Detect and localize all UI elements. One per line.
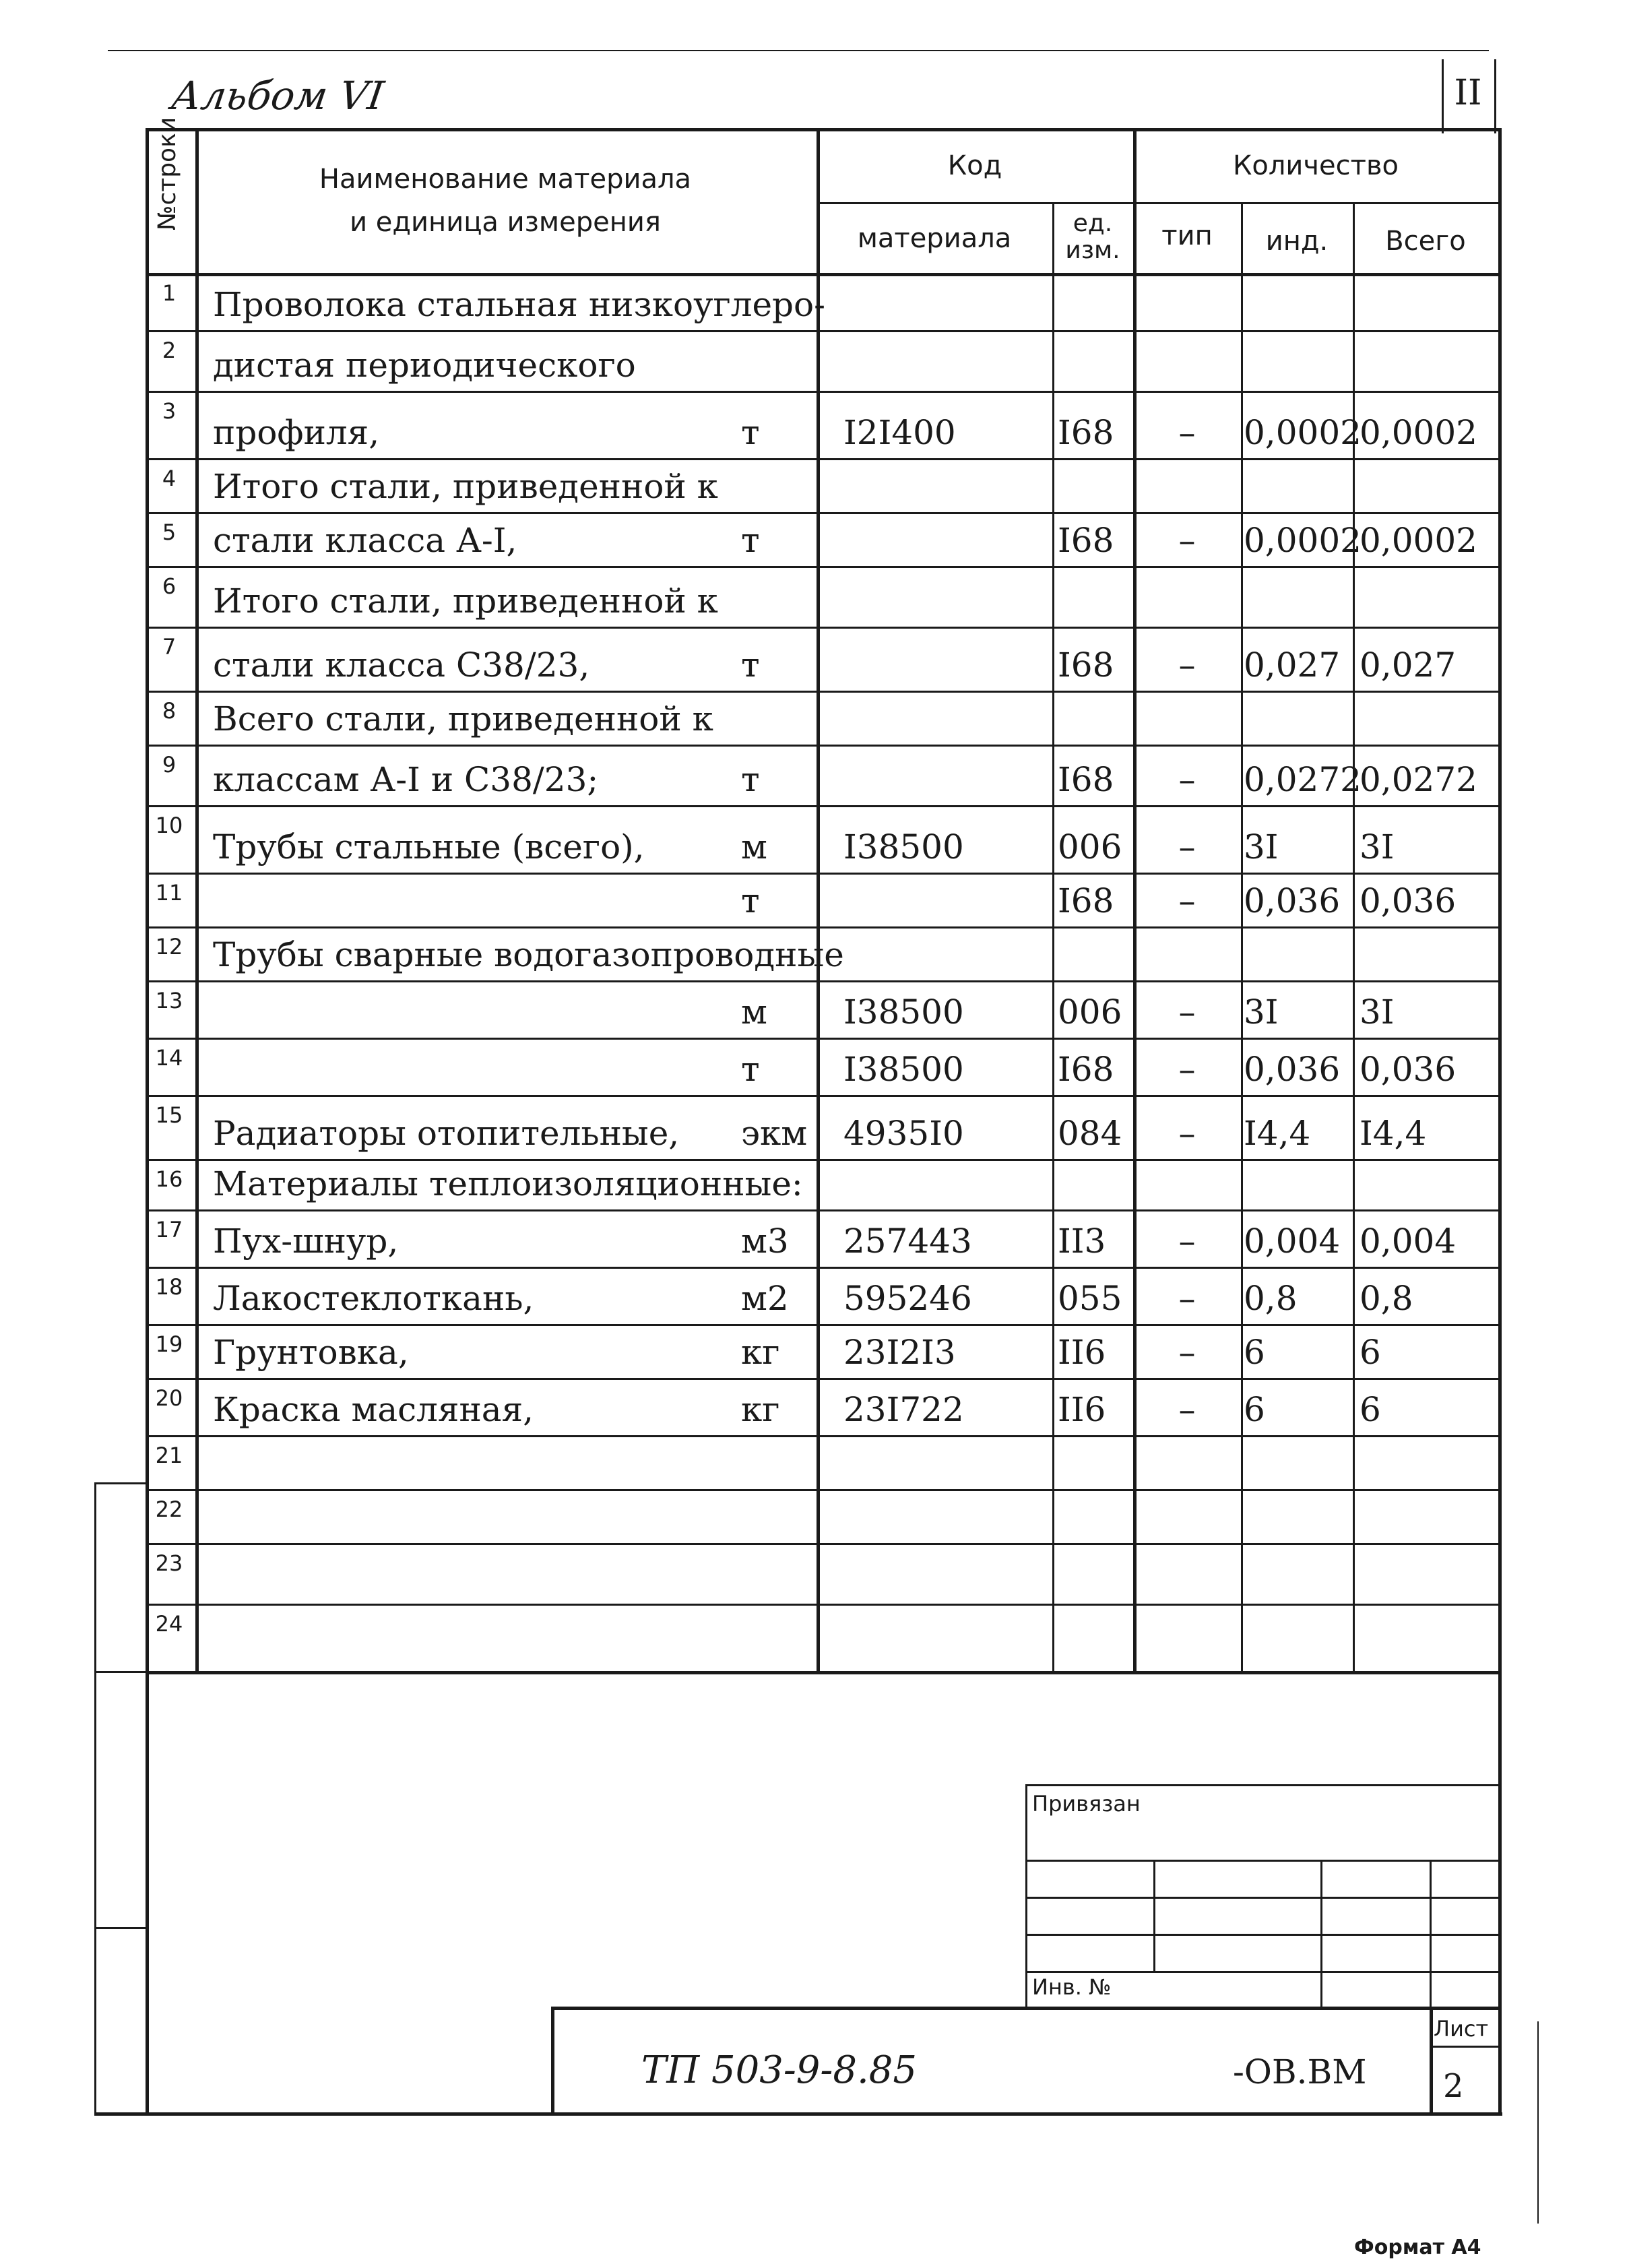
row-divider [146, 458, 1498, 460]
row-type: – [1178, 993, 1196, 1032]
row-name: Итого стали, приведенной к [213, 581, 718, 621]
row-divider [146, 691, 1498, 693]
row-unit-code: 006 [1058, 827, 1122, 867]
row-number: 23 [155, 1550, 183, 1576]
row-divider [146, 1209, 1498, 1211]
row-code: 595246 [843, 1279, 972, 1318]
row-type: – [1178, 827, 1196, 867]
header-row-number: №строки [154, 117, 181, 230]
row-number: 10 [155, 813, 183, 838]
header-code: Код [947, 150, 1002, 181]
row-number: 6 [162, 573, 177, 599]
row-number: 9 [162, 752, 177, 778]
row-name: Материалы теплоизоляционные: [213, 1164, 803, 1203]
row-number: 1 [162, 280, 177, 306]
row-divider [146, 330, 1498, 332]
doc-code: ТП 503-9-8.85 [641, 2048, 918, 2092]
row-code: I38500 [843, 993, 964, 1032]
row-code: 23I722 [843, 1390, 964, 1429]
row-name: Пух-шнур, [213, 1222, 399, 1261]
row-unit: т [741, 645, 760, 685]
row-divider [146, 1267, 1498, 1269]
row-code: I2I400 [843, 413, 956, 452]
row-name: стали класса А-I, [213, 521, 517, 560]
row-type: – [1178, 1333, 1196, 1372]
row-divider [146, 1435, 1498, 1437]
row-unit-code: 084 [1058, 1114, 1122, 1153]
row-qty-ind: 0,0002 [1244, 521, 1362, 560]
row-unit: т [741, 760, 760, 799]
row-qty-total: 0,8 [1360, 1279, 1413, 1318]
row-unit: т [741, 521, 760, 560]
header-quantity: Количество [1232, 150, 1399, 181]
row-unit: м3 [741, 1222, 789, 1261]
row-unit: м [741, 993, 767, 1032]
row-qty-ind: 0,027 [1244, 645, 1341, 685]
header-name-line1: Наименование материала [319, 164, 692, 195]
row-code: I38500 [843, 1050, 964, 1089]
row-number: 3 [162, 398, 177, 424]
row-qty-total: 0,004 [1360, 1222, 1457, 1261]
row-qty-ind: 0,0002 [1244, 413, 1362, 452]
row-type: – [1178, 1222, 1196, 1261]
row-qty-total: 3I [1360, 827, 1395, 867]
doc-suffix: -ОВ.ВМ [1233, 2052, 1367, 2091]
row-divider [146, 512, 1498, 514]
row-number: 15 [155, 1102, 183, 1128]
row-number: 7 [162, 634, 177, 660]
row-name: Краска масляная, [213, 1390, 534, 1429]
row-number: 13 [155, 988, 183, 1013]
row-unit-code: II6 [1058, 1333, 1106, 1372]
stamp-linked-label: Привязан [1032, 1791, 1141, 1817]
row-unit-code: II6 [1058, 1390, 1106, 1429]
row-divider [146, 873, 1498, 875]
row-unit: кг [741, 1333, 780, 1372]
row-number: 14 [155, 1045, 183, 1071]
sheet-label: Лист [1434, 2016, 1489, 2042]
row-qty-ind: 3I [1244, 993, 1279, 1032]
row-divider [146, 391, 1498, 393]
row-unit: т [741, 881, 760, 920]
row-name: Итого стали, приведенной к [213, 467, 718, 506]
row-qty-total: 6 [1360, 1333, 1381, 1372]
row-type: – [1178, 760, 1196, 799]
row-code: I38500 [843, 827, 964, 867]
row-divider [146, 745, 1498, 747]
row-type: – [1178, 881, 1196, 920]
row-number: 12 [155, 934, 183, 959]
album-label: Альбом VI [168, 73, 387, 119]
row-name: Радиаторы отопительные, [213, 1114, 680, 1153]
row-divider [146, 566, 1498, 568]
row-qty-total: 3I [1360, 993, 1395, 1032]
row-divider [146, 1038, 1498, 1040]
row-type: – [1178, 1390, 1196, 1429]
row-qty-ind: 3I [1244, 827, 1279, 867]
row-unit-code: II3 [1058, 1222, 1106, 1261]
corner-sheet-number: II [1454, 73, 1482, 113]
stamp-inv-label: Инв. № [1032, 1974, 1112, 2000]
row-divider [146, 1604, 1498, 1606]
row-type: – [1178, 1050, 1196, 1089]
row-name: Проволока стальная низкоуглеро- [213, 285, 826, 324]
row-qty-total: 6 [1360, 1390, 1381, 1429]
row-qty-total: I4,4 [1360, 1114, 1427, 1153]
row-divider [146, 980, 1498, 982]
row-qty-ind: 6 [1244, 1333, 1265, 1372]
row-qty-ind: 0,0272 [1244, 760, 1362, 799]
row-name: стали класса С38/23, [213, 645, 590, 685]
row-qty-ind: 0,036 [1244, 1050, 1341, 1089]
row-qty-ind: I4,4 [1244, 1114, 1311, 1153]
row-divider [146, 805, 1498, 807]
row-qty-ind: 0,8 [1244, 1279, 1298, 1318]
row-divider [146, 1324, 1498, 1326]
format-label: Формат А4 [1354, 2236, 1481, 2259]
row-type: – [1178, 521, 1196, 560]
row-type: – [1178, 1114, 1196, 1153]
row-qty-ind: 0,036 [1244, 881, 1341, 920]
row-divider [146, 1378, 1498, 1380]
row-name: классам А-I и С38/23; [213, 760, 599, 799]
row-unit: кг [741, 1390, 780, 1429]
header-qty-ind: инд. [1265, 226, 1329, 257]
row-number: 5 [162, 519, 177, 545]
row-name: Грунтовка, [213, 1333, 409, 1372]
header-code-material: материала [857, 223, 1012, 254]
row-number: 19 [155, 1331, 183, 1357]
row-unit: м [741, 827, 767, 867]
row-unit: экм [741, 1114, 808, 1153]
row-type: – [1178, 413, 1196, 452]
row-qty-ind: 6 [1244, 1390, 1265, 1429]
row-unit-code: I68 [1058, 1050, 1114, 1089]
row-qty-total: 0,0002 [1360, 521, 1477, 560]
row-divider [146, 1543, 1498, 1545]
row-divider [146, 1159, 1498, 1161]
row-code: 257443 [843, 1222, 972, 1261]
row-divider [146, 1489, 1498, 1491]
row-unit-code: I68 [1058, 645, 1114, 685]
header-code-unit: ед. изм. [1065, 210, 1120, 264]
row-name: профиля, [213, 413, 380, 452]
header-name-line2: и единица измерения [350, 207, 661, 238]
row-unit: т [741, 1050, 760, 1089]
row-name: Всего стали, приведенной к [213, 699, 713, 738]
row-number: 22 [155, 1497, 183, 1522]
row-number: 24 [155, 1611, 183, 1637]
row-number: 8 [162, 698, 177, 724]
row-unit-code: I68 [1058, 413, 1114, 452]
sheet-number: 2 [1443, 2067, 1464, 2105]
row-divider [146, 627, 1498, 629]
row-number: 17 [155, 1217, 183, 1242]
row-unit: т [741, 413, 760, 452]
row-qty-ind: 0,004 [1244, 1222, 1341, 1261]
row-number: 16 [155, 1166, 183, 1192]
row-unit-code: I68 [1058, 760, 1114, 799]
row-divider [146, 926, 1498, 928]
row-qty-total: 0,036 [1360, 881, 1457, 920]
header-qty-type: тип [1161, 220, 1213, 251]
row-code: 4935I0 [843, 1114, 964, 1153]
row-name: Трубы стальные (всего), [213, 827, 645, 867]
row-qty-total: 0,036 [1360, 1050, 1457, 1089]
row-number: 20 [155, 1385, 183, 1411]
row-name: Трубы сварные водогазопроводные [213, 935, 844, 974]
row-unit-code: I68 [1058, 521, 1114, 560]
row-number: 11 [155, 880, 183, 906]
row-unit-code: I68 [1058, 881, 1114, 920]
row-number: 18 [155, 1274, 183, 1300]
row-unit-code: 006 [1058, 993, 1122, 1032]
header-qty-total: Всего [1385, 226, 1466, 257]
row-number: 21 [155, 1443, 183, 1468]
row-type: – [1178, 645, 1196, 685]
row-name: Лакостеклоткань, [213, 1279, 534, 1318]
row-qty-total: 0,0272 [1360, 760, 1477, 799]
row-qty-total: 0,0002 [1360, 413, 1477, 452]
row-name: дистая периодического [213, 346, 636, 385]
row-divider [146, 1095, 1498, 1097]
row-code: 23I2I3 [843, 1333, 956, 1372]
row-number: 2 [162, 338, 177, 363]
row-number: 4 [162, 466, 177, 491]
row-unit: м2 [741, 1279, 789, 1318]
row-qty-total: 0,027 [1360, 645, 1457, 685]
row-unit-code: 055 [1058, 1279, 1122, 1318]
row-type: – [1178, 1279, 1196, 1318]
